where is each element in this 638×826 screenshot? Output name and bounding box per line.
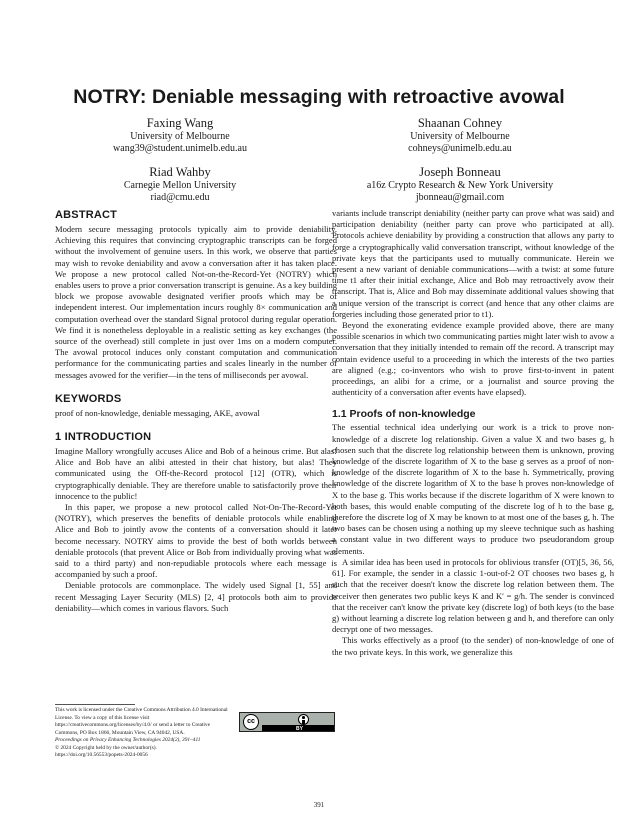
author-email: riad@cmu.edu [150,192,210,204]
keywords-text: proof of non-knowledge, deniable messaging, AKE, avowal [55,407,260,418]
section-paragraph: A similar idea has been used in protocols for oblivious transfer (OT)[5, 36, 56, 61]. For example, the sender in a classic 1-out-of-2 OT chooses two bases g, h such that the receiver doesn't know the discrete log relation between them. The receiver then generates two public keys K and K′ = g/h. The sender is convinced that the receiver can't know the private key (discrete log) of both keys (to the base g) without learning a discrete log relation between g and h, and therefore can only decrypt one of two messages. [332,556,614,635]
publication-info [55,737,337,760]
author-name: Shaanan Cohney [417,116,503,130]
author-affiliation: a16z Crypto Research & New York University [366,180,554,191]
doi-link[interactable]: https://doi.org/10.56553/popets-2024-0056 [55,752,148,759]
author-email: cohneys@unimelb.edu.au [408,143,512,155]
keywords-heading: KEYWORDS [55,392,122,405]
abstract-text: Modern secure messaging protocols typically aim to provide deniability. Achieving this requires that convincing cryptographic transcripts can be forged without the involvement of genuine users. In this work, we observe that parties may wish to revoke deniability and avow a conversation after it has taken place. We propose a new protocol called Not-on-the-Record-Yet (NOTRY) which enables users to prove a prior conversation transcript is genuine. As a key building block we propose avowable designated verifier proofs which may be of independent interest. Our implementation incurs roughly 8× communication and computation overhead over the standard Signal protocol during regular operation. We find it is nonetheless deployable in a realistic setting as key exchanges (the source of the overhead) still complete in just over 1ms on a modern computer. The avowal protocol induces only constant computation and communication performance for the communicating parties and scales linearly in the number of messages avowed for the verifier—in the tens of milliseconds per avowal. [55,224,337,380]
intro-paragraph: Deniable protocols are commonplace. The widely used Signal [1, 55] and recent Messaging Layer Security (MLS) [2, 4] protocols both aim to provide deniability—which comes in various flavors. Such [55,580,337,613]
cc-logo-icon: cc [243,714,259,730]
author-email: wang39@student.unimelb.edu.au [113,143,247,155]
section-paragraph: The essential technical idea underlying our work is a trick to prove non-knowledge of a discrete log relationship. Given a value X and two bases g, h chosen such that the discrete log relationship between them is unknown, proving knowledge of the discrete logarithm of X to the base g serves as a proof of non-knowledge of the discrete logarithm of X to the base h. Symmetrically, proving knowledge of the discrete logarithm of X to the base h proves non-knowledge of X to the base g. This works because if the discrete logarithm of X were known to both bases, this would enable computing of the discrete log of h to the base g, therefore the discrete log of X may be known to at most one of the bases g, h. The two bases can be chosen using a nothing up my sleeve technique such as hashing a constant value in two different ways to produce two pseudorandom group elements. [332,422,614,556]
author-name: Joseph Bonneau [419,165,501,179]
author-block [310,116,610,156]
author-name: Riad Wahby [149,165,211,179]
attribution-person-icon [298,714,309,725]
abstract-heading: ABSTRACT [55,209,118,221]
intro-paragraph: Imagine Mallory wrongfully accuses Alice and Bob of a heinous crime. But alas! Alice and Bob have an alibi attested in their chat history, but alas! They communicated using the Off-the-Record protocol [12] (OTR), which is cryptographically deniable. They are therefore unable to satisfactorily prove their innocence to the public! [55,446,337,501]
left-column [55,208,337,614]
cc-by-badge [239,712,335,732]
page-number: 391 [313,801,325,809]
section-paragraph: This works effectively as a proof (to the sender) of non-knowledge of one of the two private keys. In this work, we generalize this [332,635,614,657]
section-1-1-heading: 1.1 Proofs of non-knowledge [332,408,476,421]
proceedings-line: Proceedings on Privacy Enhancing Technologies 2024(2), 391–411 [55,737,201,743]
badge-by-label: BY [296,726,303,732]
author-email: jbonneau@gmail.com [415,192,505,204]
author-block [30,116,330,156]
license-text: This work is licensed under the Creative Commons Attribution 4.0 International License. To view a copy of this license visit https://creativecommons.org/licenses/by/4.0/ or send a letter to Creative Commons, PO Box 1866, Mountain View, CA 94042, USA. [55,707,228,736]
intro-continued-paragraph: variants include transcript deniability (neither party can prove what was said) and participation deniability (neither party can prove who participated at all). Protocols achieve deniability by providing a construction that allows any party to forge a cryptographically valid conversation transcript, without knowledge of the private keys that the participants used to mutually communicate. Herein we present a new variant of deniable communications—with a twist: at some future time t1 after their initial exchange, Alice and Bob may retroactively avow their transcript. That is, Alice and Bob may disseminate additional values showing that a unique version of the transcript is correct (and hence that any other claims are forgeries including those generated prior to t1). [332,208,614,319]
author-affiliation: Carnegie Mellon University [123,180,237,191]
copyright-line: © 2024 Copyright held by the owner/author(s). [55,744,157,751]
author-name: Faxing Wang [146,116,214,130]
author-affiliation: University of Melbourne [410,131,510,142]
paper-title: NOTRY: Deniable messaging with retroactive avowal [73,86,565,108]
intro-continued-paragraph: Beyond the exonerating evidence example provided above, there are many possible scenarios in which two communicating parties might later wish to avow a conversation that they initially intended to remain off the record. A transcript may contain evidence useful to a proceeding in which the interests of the two parties are aligned (e.g.; co-inventors who wish to prove first-to-invent in patent proceedings, an alibi for a crime, or a journalist and source proving the authenticity of a conversation after events have elapsed). [332,320,614,398]
footnote-divider [55,704,135,705]
author-block [310,165,610,205]
introduction-heading: 1 INTRODUCTION [55,431,152,444]
right-column [332,208,614,658]
author-affiliation: University of Melbourne [130,131,230,142]
author-block [30,165,330,205]
intro-paragraph: In this paper, we propose a new protocol called Not-On-The-Record-Yet (NOTRY), which preserves the benefits of deniable protocols while enabling Alice and Bob to jointly avow the contents of a conversation should it later become necessary. NOTRY aims to provide the best of both worlds between deniable protocols (that prevent Alice or Bob from individually proving what was said to a third party) and non-repudiable protocols where each message is accompanied by such a proof. [55,502,337,580]
